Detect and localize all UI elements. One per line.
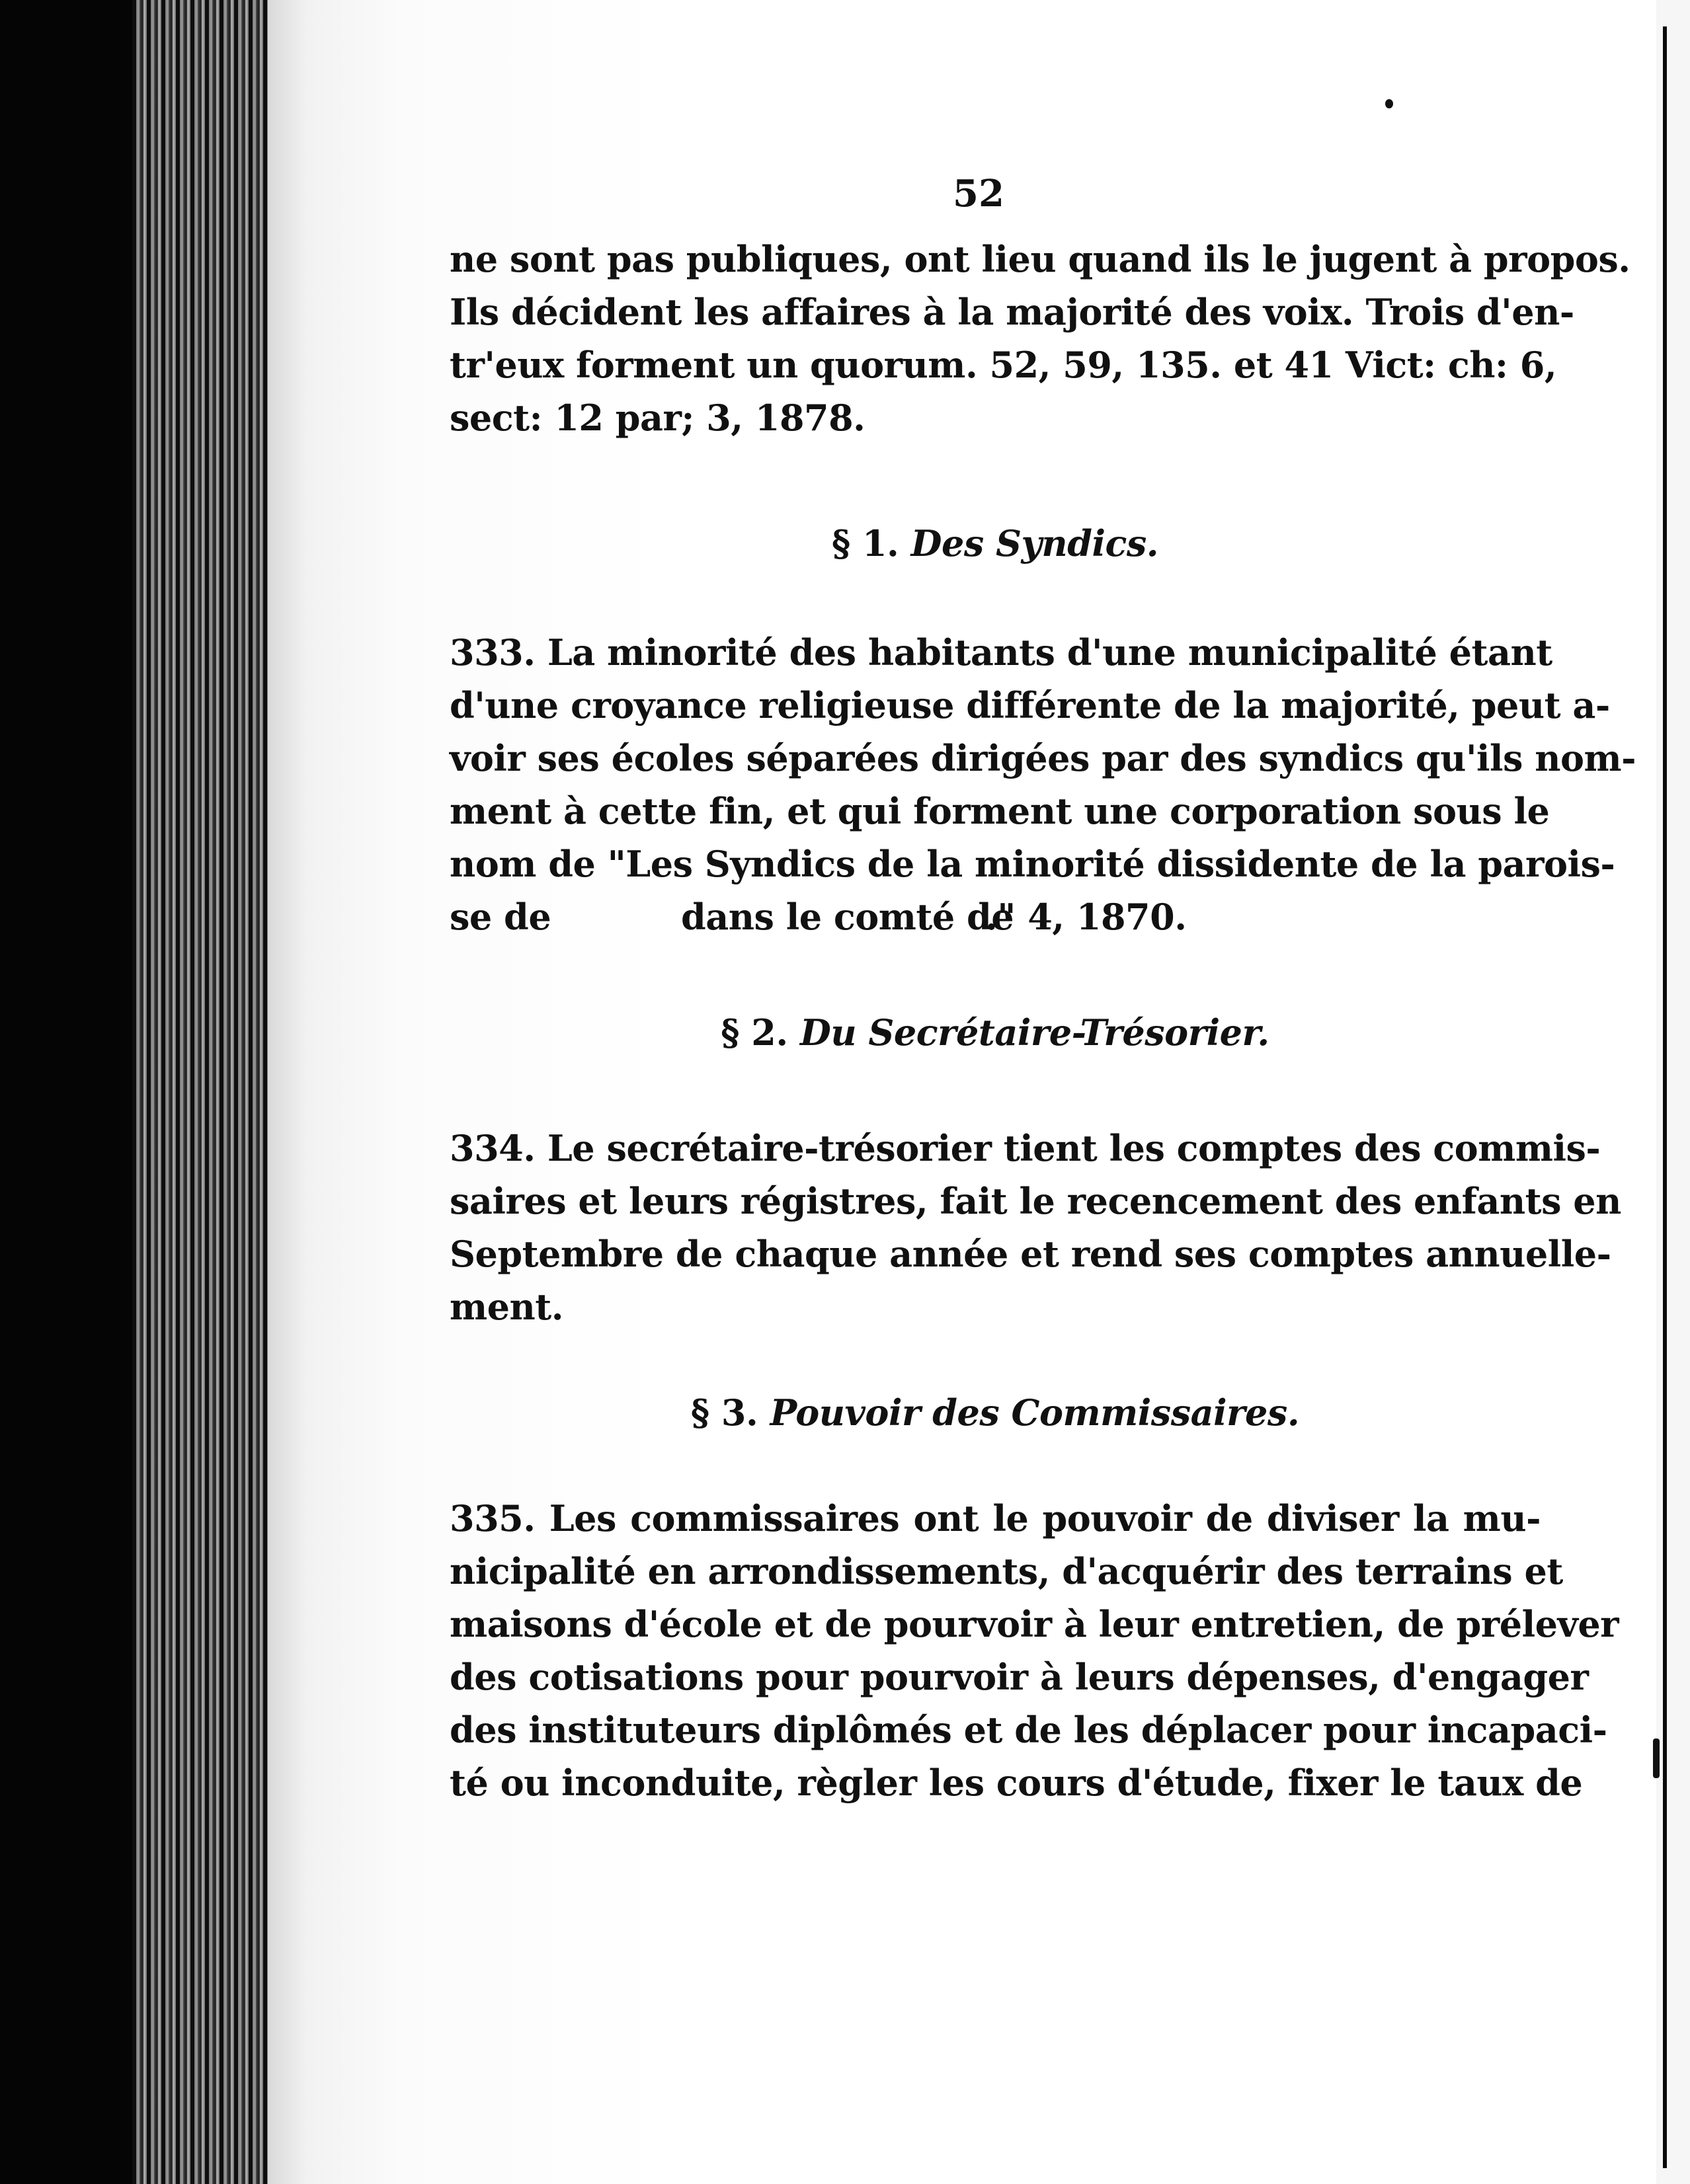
text-line: ment à cette fin, et qui forment une corporation sous le <box>450 790 1550 832</box>
section-title: Pouvoir des Commissaires. <box>770 1391 1300 1434</box>
scan-right-margin <box>1656 0 1690 2184</box>
section-mark: § 3. <box>690 1391 758 1434</box>
section-mark: § 2. <box>721 1011 788 1054</box>
text-line: Septembre de chaque année et rend ses comptes annuelle- <box>450 1233 1611 1275</box>
text-line: des instituteurs diplômés et de les déplacer pour incapaci- <box>450 1709 1607 1751</box>
section-heading-1 <box>450 522 1541 568</box>
text-line: d'une croyance religieuse différente de la majorité, peut a- <box>450 684 1610 726</box>
text-line: Ils décident les affaires à la majorité des voix. Trois d'en- <box>450 291 1574 333</box>
text-line: 335. Les commissaires ont le pouvoir de diviser la mu- <box>450 1497 1541 1540</box>
text-line: nom de "Les Syndics de la minorité dissidente de la parois- <box>450 843 1615 885</box>
scan-speck <box>1653 1738 1660 1778</box>
text-line: ne sont pas publiques, ont lieu quand ils le jugent à propos. <box>450 238 1630 280</box>
text-line: nicipalité en arrondissements, d'acquérir des terrains et <box>450 1550 1563 1592</box>
text-line: tr'eux forment un quorum. 52, 59, 135. et 41 Vict: ch: 6, <box>450 344 1557 386</box>
section-heading-2 <box>450 1011 1541 1058</box>
page-number: 52 <box>953 172 1004 215</box>
text-line: des cotisations pour pourvoir à leurs dépenses, d'engager <box>450 1656 1589 1698</box>
text-line: se de dans le comté de ." 4, 1870. <box>450 896 1187 938</box>
text-line: ment. <box>450 1286 563 1328</box>
gutter-shadow-line <box>1663 26 1667 2168</box>
book-page-edges <box>132 0 271 2184</box>
section-title: Du Secrétaire-Trésorier. <box>799 1011 1269 1054</box>
text-line: 334. Le secrétaire-trésorier tient les comptes des commis- <box>450 1127 1601 1169</box>
text-line: saires et leurs régistres, fait le recencement des enfants en <box>450 1180 1621 1222</box>
text-line: sect: 12 par; 3, 1878. <box>450 397 865 439</box>
section-heading-3 <box>450 1391 1541 1438</box>
text-line: té ou inconduite, règler les cours d'étude, fixer le taux de <box>450 1762 1583 1804</box>
scan-speck <box>1385 99 1393 108</box>
section-title: Des Syndics. <box>910 522 1159 565</box>
section-mark: § 1. <box>831 522 899 565</box>
page-text <box>450 0 1636 2184</box>
text-line: voir ses écoles séparées dirigées par des syndics qu'ils nom- <box>450 737 1636 779</box>
text-line: 333. La minorité des habitants d'une municipalité étant <box>450 631 1552 674</box>
text-line: maisons d'école et de pourvoir à leur entretien, de prélever <box>450 1603 1619 1645</box>
